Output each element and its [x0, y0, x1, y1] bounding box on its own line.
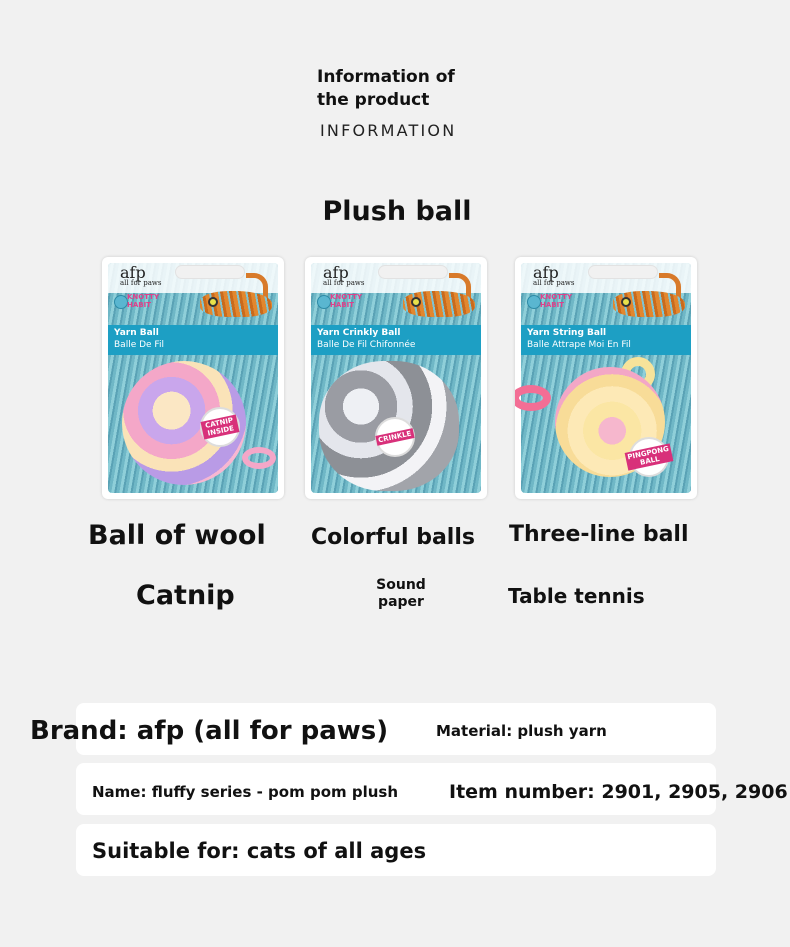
brand-logo: [323, 263, 365, 287]
sticker-text: PINGPONG BALL: [625, 443, 674, 470]
product-card-string-ball: [515, 257, 697, 499]
product-name-band: [108, 325, 278, 355]
product-name-fr: Balle De Fil Chifonnée: [317, 340, 416, 350]
header-subtitle: INFORMATION: [320, 121, 457, 140]
brand-tagline: all for paws: [533, 279, 575, 287]
series-badge-text: KNOTTY HABIT: [540, 293, 573, 309]
yarn-loop: [242, 447, 276, 469]
crinkle-sticker: [375, 417, 415, 457]
series-badge: [527, 293, 573, 317]
brand-tagline: all for paws: [120, 279, 162, 287]
label-three-line-ball: Three-line ball: [509, 522, 689, 547]
series-badge: [317, 293, 363, 317]
sticker-text: CATNIP INSIDE: [201, 414, 240, 439]
sticker-text: CRINKLE: [376, 428, 415, 446]
series-badge: [114, 293, 160, 317]
cat-illustration: [399, 273, 479, 321]
header-title-line1: Information of: [317, 67, 455, 87]
series-badge-text: KNOTTY HABIT: [330, 293, 363, 309]
pingpong-sticker: [626, 437, 670, 477]
label-ball-of-wool: Ball of wool: [88, 520, 266, 551]
spec-material: Material: plush yarn: [436, 722, 607, 740]
product-name-band: [311, 325, 481, 355]
product-name-fr: Balle De Fil: [114, 340, 164, 350]
brand-tagline: all for paws: [323, 279, 365, 287]
label-colorful-balls: Colorful balls: [311, 525, 475, 550]
catnip-sticker: [200, 407, 240, 447]
product-card-crinkly-ball: [305, 257, 487, 499]
spec-name: Name: fluffy series - pom pom plush: [92, 783, 399, 801]
product-name-fr: Balle Attrape Moi En Fil: [527, 340, 631, 350]
brand-logo: [120, 263, 162, 287]
cat-illustration: [196, 273, 276, 321]
product-card-yarn-ball: [102, 257, 284, 499]
feature-table-tennis: Table tennis: [508, 584, 645, 608]
header-title: [317, 66, 455, 112]
yarn-ball-icon: [317, 295, 331, 309]
spec-suitable-for: Suitable for: cats of all ages: [92, 839, 427, 863]
product-name-band: [521, 325, 691, 355]
cat-illustration: [609, 273, 689, 321]
feature-sound-paper: [360, 577, 442, 611]
section-title: Plush ball: [322, 196, 472, 227]
series-badge-text: KNOTTY HABIT: [127, 293, 160, 309]
brand-logo-text: afp: [120, 263, 146, 282]
yarn-ball-icon: [527, 295, 541, 309]
spec-brand: Brand: afp (all for paws): [30, 716, 389, 746]
product-name-en: Yarn Ball: [114, 328, 159, 338]
brand-logo: [533, 263, 575, 287]
brand-logo-text: afp: [533, 263, 559, 282]
brand-logo-text: afp: [323, 263, 349, 282]
product-name-en: Yarn String Ball: [527, 328, 607, 338]
yarn-ball-icon: [114, 295, 128, 309]
feature-catnip: Catnip: [136, 580, 235, 611]
feature-sound-paper-line2: paper: [378, 594, 424, 610]
feature-sound-paper-line1: Sound: [376, 577, 426, 593]
spec-item-number: Item number: 2901, 2905, 2906: [449, 781, 788, 803]
product-name-en: Yarn Crinkly Ball: [317, 328, 401, 338]
header-title-line2: the product: [317, 90, 430, 110]
